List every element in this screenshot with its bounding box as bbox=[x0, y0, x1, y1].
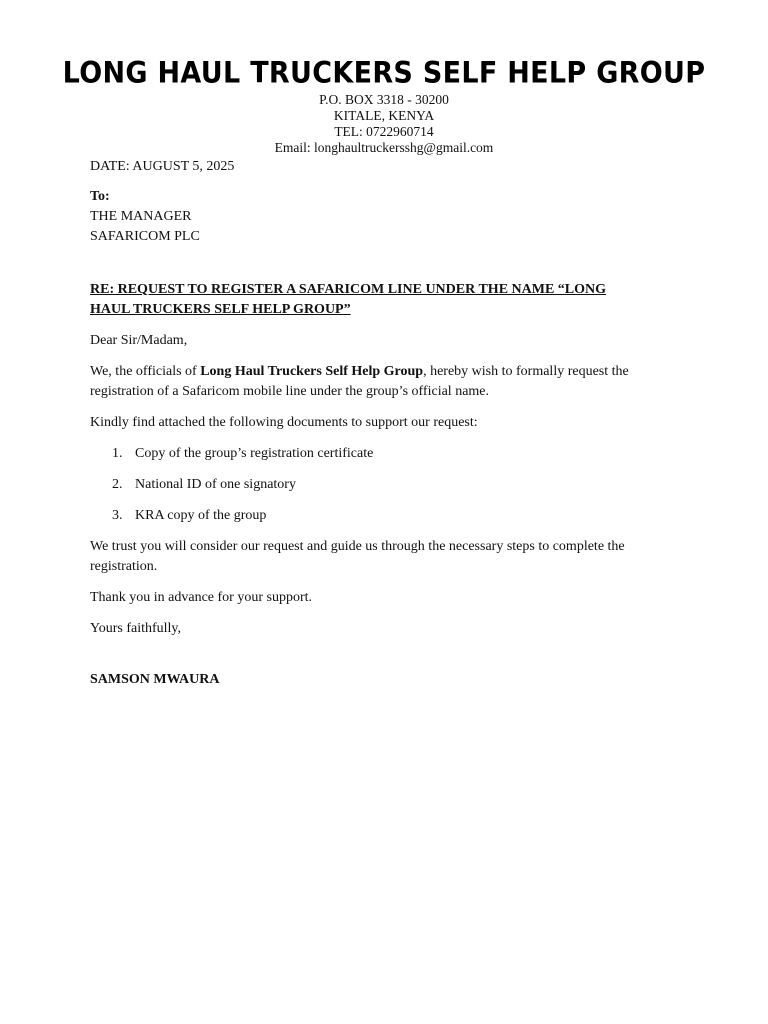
list-item bbox=[90, 444, 690, 475]
list-number: 3. bbox=[112, 508, 123, 523]
paragraph-request bbox=[90, 362, 690, 402]
org-title: LONG HAUL TRUCKERS SELF HELP GROUP bbox=[62, 56, 706, 91]
list-number: 1. bbox=[112, 446, 123, 461]
list-text: Copy of the group’s registration certificate bbox=[135, 446, 374, 461]
paragraph-request-line-1 bbox=[90, 362, 690, 382]
city: KITALE, KENYA bbox=[333, 108, 435, 123]
paragraph-request-line-2: registration of a Safaricom mobile line under the group’s official name. bbox=[90, 384, 490, 399]
list-item bbox=[90, 475, 690, 506]
email: Email: longhaultruckersshg@gmail.com bbox=[274, 140, 494, 155]
subject-line-1: RE: REQUEST TO REGISTER A SAFARICOM LINE UNDER THE NAME “LONG bbox=[90, 282, 607, 297]
paragraph-suffix: , hereby wish to formally request the bbox=[423, 364, 629, 379]
attachments-list bbox=[90, 444, 690, 537]
list-text: KRA copy of the group bbox=[135, 508, 267, 523]
closing-line: Yours faithfully, bbox=[90, 621, 182, 636]
list-text: National ID of one signatory bbox=[135, 477, 296, 492]
letter-date: DATE: AUGUST 5, 2025 bbox=[90, 159, 235, 174]
po-box: P.O. BOX 3318 - 30200 bbox=[319, 92, 449, 107]
group-name-bold: Long Haul Truckers Self Help Group bbox=[200, 364, 424, 379]
list-item bbox=[90, 506, 690, 537]
to-label: To: bbox=[90, 189, 110, 204]
paragraph-prefix: We, the officials of bbox=[90, 364, 201, 379]
list-number: 2. bbox=[112, 477, 123, 492]
letterhead bbox=[0, 56, 768, 156]
paragraph-trust bbox=[90, 537, 690, 577]
salutation: Dear Sir/Madam, bbox=[90, 333, 188, 348]
paragraph-trust-line-2: registration. bbox=[90, 559, 158, 574]
thanks-line: Thank you in advance for your support. bbox=[90, 590, 312, 605]
recipient-line-2: SAFARICOM PLC bbox=[90, 229, 200, 244]
recipient-line-1: THE MANAGER bbox=[90, 209, 192, 224]
signatory-name: SAMSON MWAURA bbox=[90, 672, 220, 687]
subject-line-2: HAUL TRUCKERS SELF HELP GROUP” bbox=[90, 302, 351, 317]
paragraph-trust-line-1: We trust you will consider our request and guide us through the necessary steps to complete the bbox=[90, 539, 625, 554]
subject-line bbox=[90, 280, 690, 320]
telephone: TEL: 0722960714 bbox=[334, 124, 434, 139]
recipient-block bbox=[90, 187, 690, 247]
attachments-intro: Kindly find attached the following documents to support our request: bbox=[90, 415, 478, 430]
